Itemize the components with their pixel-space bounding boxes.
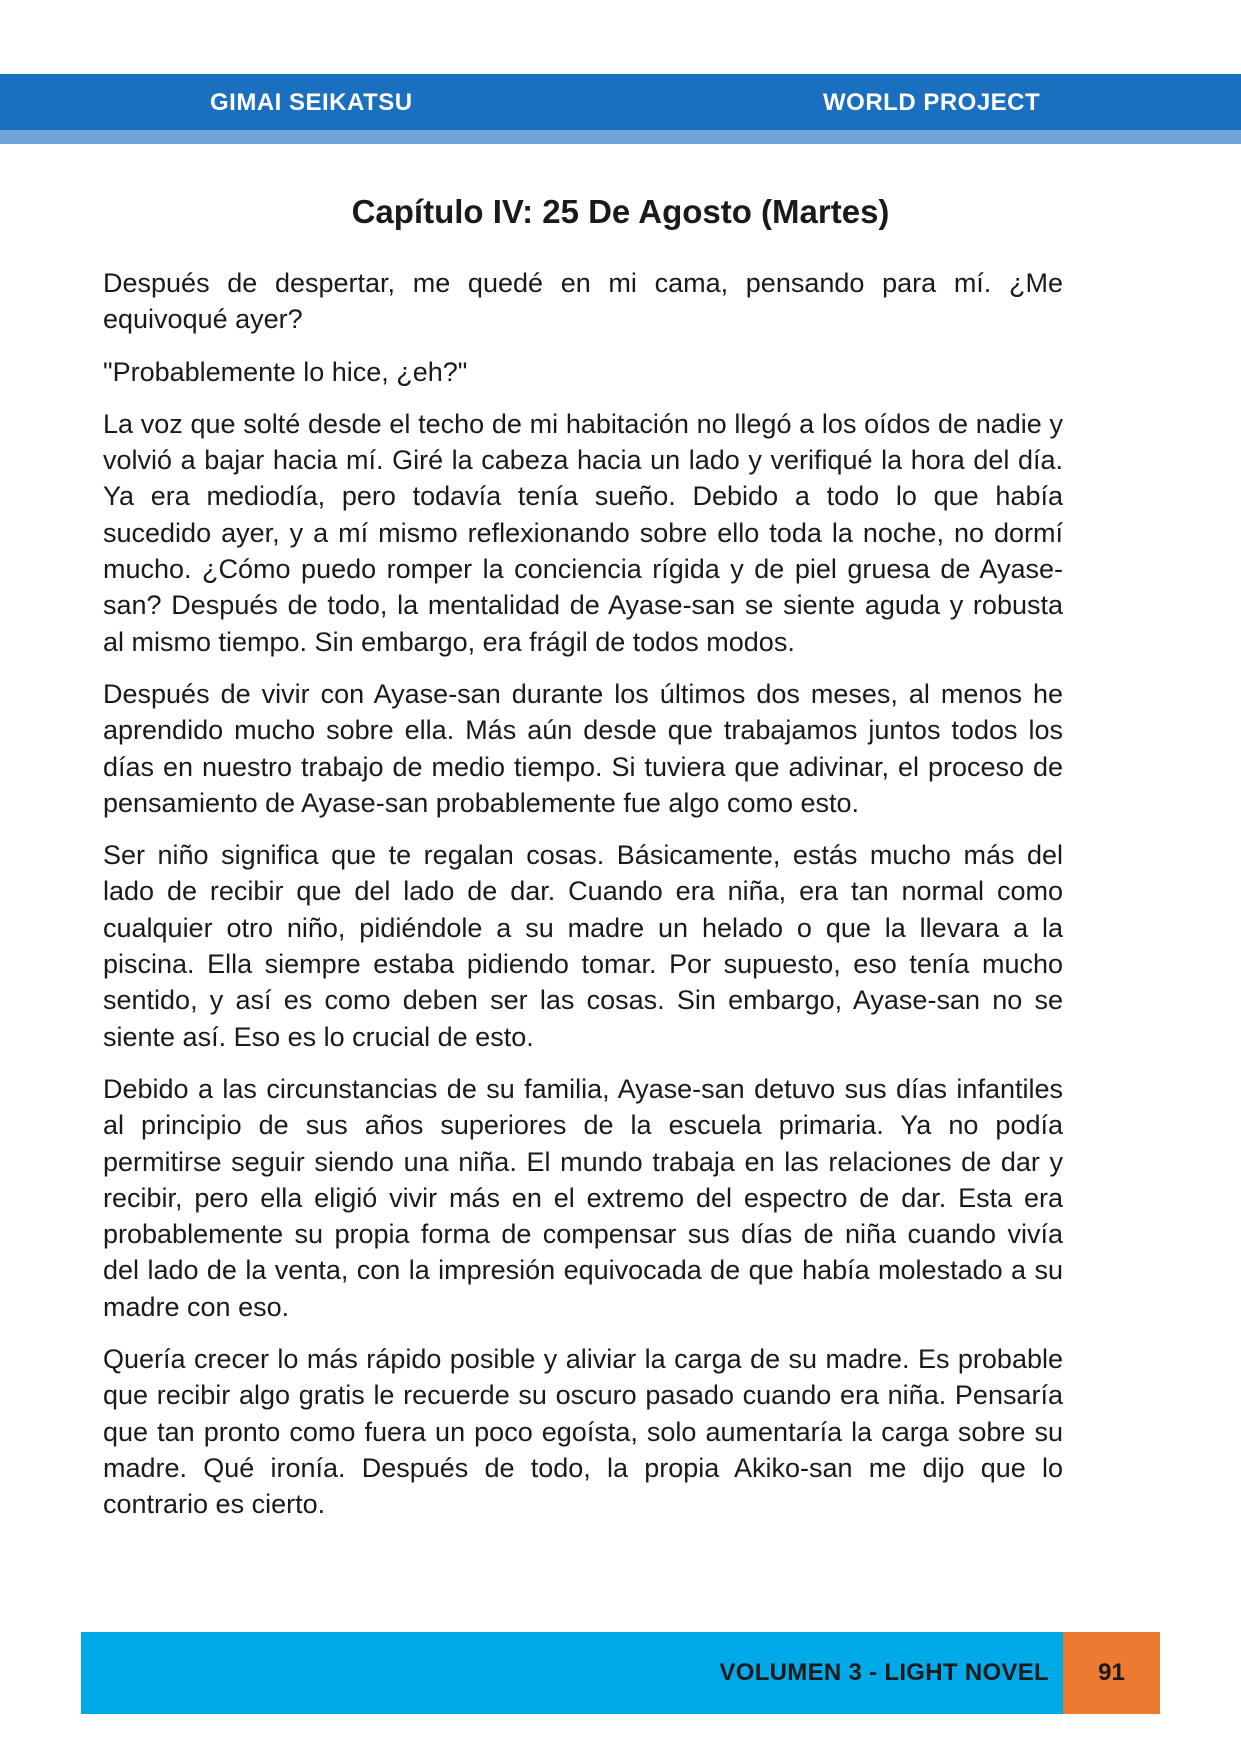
- paragraph: Debido a las circunstancias de su familia, Ayase-san detuvo sus días infantiles al principio de sus años superiores de la escuela primaria. Ya no podía permitirse seguir siendo una niña. El mundo trabaja en las relaciones de dar y recibir, pero ella eligió vivir más en el extremo del espectro de dar. Esta era probablemente su propia forma de compensar sus días de niña cuando vivía del lado de la venta, con la impresión equivocada de que había molestado a su madre con eso.: [103, 1073, 1063, 1322]
- header-series-title: GIMAI SEIKATSU: [210, 89, 413, 116]
- header-stripe: [0, 130, 1241, 144]
- chapter-title: Capítulo IV: 25 De Agosto (Martes): [351, 193, 890, 231]
- paragraph: "Probablemente lo hice, ¿eh?": [103, 356, 468, 387]
- header-band: [0, 74, 1241, 130]
- footer-volume-label: VOLUMEN 3 - LIGHT NOVEL: [719, 1659, 1049, 1686]
- paragraph: Quería crecer lo más rápido posible y aliviar la carga de su madre. Es probable que recibir algo gratis le recuerde su oscuro pasado cuando era niña. Pensaría que tan pronto como fuera un poco egoísta, solo aumentaría la carga sobre su madre. Qué ironía. Después de todo, la propia Akiko-san me dijo que lo contrario es cierto.: [103, 1344, 1063, 1520]
- paragraph: La voz que solté desde el techo de mi habitación no llegó a los oídos de nadie y volvió a bajar hacia mí. Giré la cabeza hacia un lado y verifiqué la hora del día. Ya era mediodía, pero todavía tenía sueño. Debido a todo lo que había sucedido ayer, y a mí mismo reflexionando sobre ello toda la noche, no dormí mucho. ¿Cómo puedo romper la conciencia rígida y de piel gruesa de Ayase-san? Después de todo, la mentalidad de Ayase-san se siente aguda y robusta al mismo tiempo. Sin embargo, era frágil de todos modos.: [103, 408, 1063, 657]
- chapter-body: [103, 265, 1063, 1539]
- paragraph: Después de vivir con Ayase-san durante los últimos dos meses, al menos he aprendido mucho sobre ella. Más aún desde que trabajamos juntos todos los días en nuestro trabajo de medio tiempo. Si tuviera que adivinar, el proceso de pensamiento de Ayase-san probablemente fue algo como esto.: [103, 678, 1063, 818]
- page-number: 91: [1098, 1659, 1125, 1686]
- header-translator-name: WORLD PROJECT: [823, 89, 1041, 116]
- paragraph: Después de despertar, me quedé en mi cama, pensando para mí. ¿Me equivoqué ayer?: [103, 268, 1063, 335]
- paragraph: Ser niño significa que te regalan cosas. Básicamente, estás mucho más del lado de recibir que del lado de dar. Cuando era niña, era tan normal como cualquier otro niño, pidiéndole a su madre un helado o que la llevara a la piscina. Ella siempre estaba pidiendo tomar. Por supuesto, eso tenía mucho sentido, y así es como deben ser las cosas. Sin embargo, Ayase-san no se siente así. Eso es lo crucial de esto.: [103, 840, 1063, 1052]
